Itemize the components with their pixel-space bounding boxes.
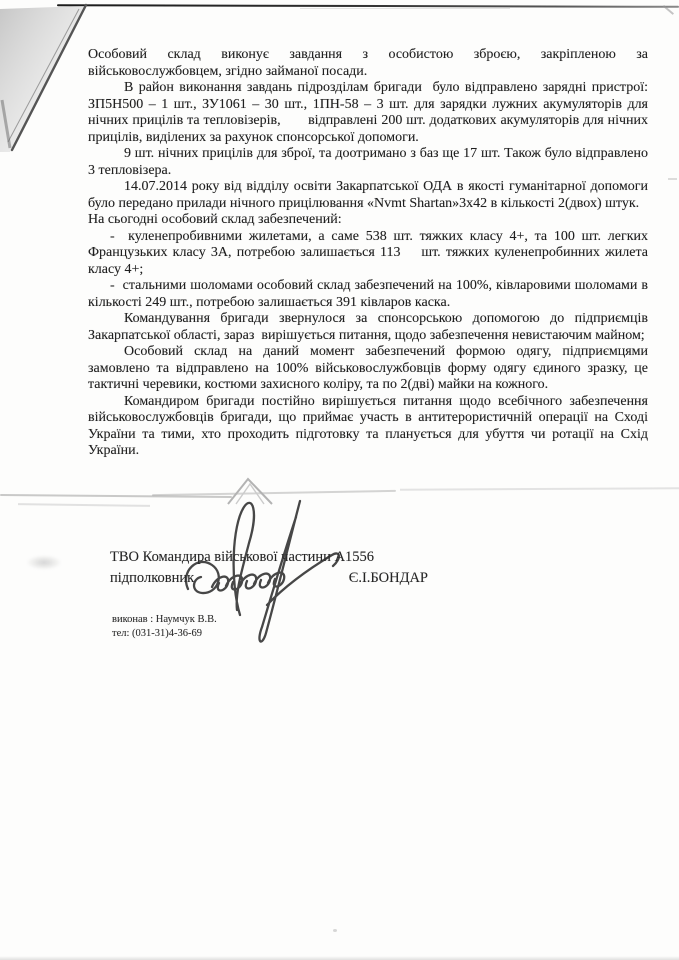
scan-artifact-margin-smudge bbox=[26, 555, 62, 570]
bullet-helmets: - стальними шоломами особовий склад забезпечений на 100%, ківларовими шоломами в кількості 249 шт., потребою залишається 391 ківларов каска. bbox=[88, 278, 648, 310]
paragraph-commander-tasks: Командиром бригади постійно вирішується питання щодо всебічного забезпечення військовослужбовців бригади, що приймає участь в антитерористичній операції на Сході України та тими, хто проходить підготовку та планується для убуття чи ротації на Схід України. bbox=[88, 393, 648, 458]
signatory-name: Є.І.БОНДАР bbox=[348, 570, 428, 586]
scan-artifact-crease-lower bbox=[18, 503, 150, 507]
paragraph-intro: Особовий склад виконує завдання з особистою зброєю, закріпленою за військовослужбовцем, згідно займаної посади. bbox=[88, 47, 648, 79]
bullet-bulletproof-vests: - куленепробивними жилетами, а саме 538 шт. тяжких класу 4+, та 100 шт. легких Французьких класу 3А, потребою залишається 113 шт. тяжких куленепробинних жилета класу 4+; bbox=[88, 228, 648, 277]
paragraph-sights: 9 шт. нічних прицілів для зброї, та доотримано з баз ще 17 шт. Також було відправлено 3 тепловізера. bbox=[88, 146, 648, 178]
scan-artifact-right-speck bbox=[668, 178, 677, 180]
paragraph-humanitarian-aid: 14.07.2014 року від відділу освіти Закарпатської ОДА в якості гуманітарної допомоги було передано прилади нічного прицілювання «Nvmt Shartan»3х42 в кількості 2(двох) штук. bbox=[88, 179, 648, 211]
scan-artifact-top-edge-echo bbox=[300, 8, 510, 9]
paragraph-supply-heading: На сьогодні особовий склад забезпечений: bbox=[88, 212, 342, 227]
scan-artifact-bottom-edge bbox=[0, 956, 679, 960]
paragraph-chargers: В район виконання завдань підрозділам бригади було відправлено зарядні пристрої: ЗП5Н500 – 1 шт., ЗУ1061 – 30 шт., 1ПН-58 – 3 шт. для зарядки лужних акумуляторів для нічних прицілів та тепловізерів, відправлені 200 шт. додаткових акумуляторів для нічних прицілів, виділених за рахунок спонсорської допомоги. bbox=[88, 80, 648, 145]
executor-note bbox=[112, 613, 217, 640]
paragraph-uniforms: Особовий склад на даний момент забезпечений формою одягу, підприємцями замовлено та відправлено на 100% військовослужбовців форму одягу єдиного зразку, це тактичні черевики, костюми захисного коліру, та по 2(дві) майки на кожного. bbox=[88, 344, 648, 392]
scan-artifact-stray-dot bbox=[333, 929, 337, 932]
executor-phone: тел: (031-31)4-36-69 bbox=[112, 627, 203, 639]
paragraph-sponsors: Командування бригади звернулося за спонсорською допомогою до підприємців Закарпатської області, зараз вирішується питання, щодо забезпечення невистаючим майном; bbox=[88, 311, 648, 343]
document-body bbox=[88, 47, 648, 460]
executor-name: виконав : Наумчук В.В. bbox=[112, 614, 217, 625]
signatory-title: ТВО Командира військової частини А1556 bbox=[110, 549, 375, 565]
signatory-rank: підполковник bbox=[110, 570, 195, 586]
scan-artifact-crease-right bbox=[400, 487, 679, 490]
